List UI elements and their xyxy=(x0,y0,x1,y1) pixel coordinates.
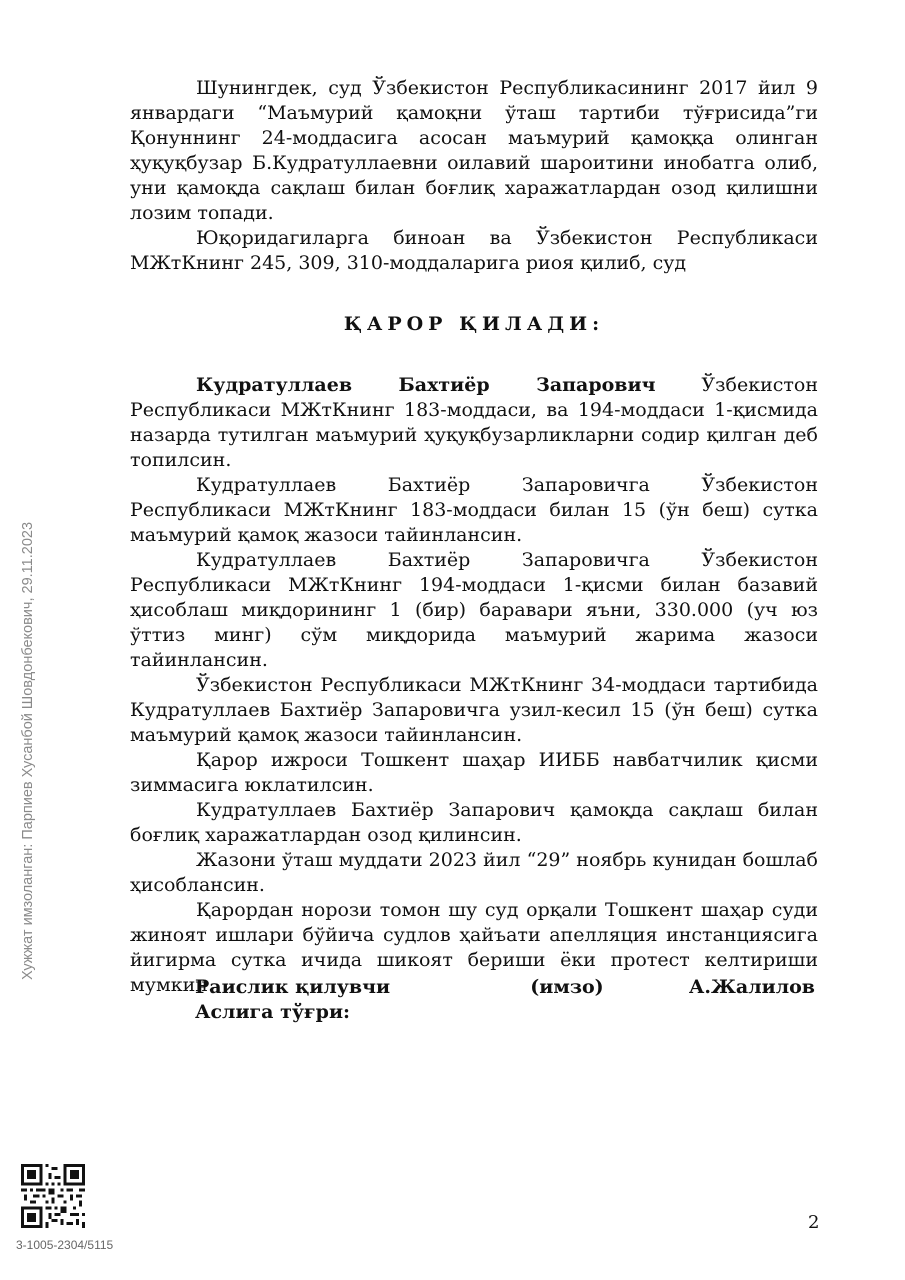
decision-heading: ҚАРОР ҚИЛАДИ: xyxy=(343,313,605,335)
paragraph xyxy=(130,373,818,473)
paragraph: Кудратуллаев Бахтиёр Запаровичга Ўзбекистон Республикаси МЖтКнинг 194-моддаси 1-қисми билан базавий ҳисоблаш миқдорининг 1 (бир) баравари яъни, 330.000 (уч юз ўттиз минг) сўм миқдорида маъмурий жарима жазоси тайинлансин. xyxy=(130,549,818,671)
paragraph: Қарордан норози томон шу суд орқали Тошкент шаҳар суди жиноят ишлари бўйича судлов ҳайъати апелляция инстанциясига йигирма сутка ичида шикоят бериши ёки протест келтириши мумкин. xyxy=(130,899,818,996)
paragraph: Юқоридагиларга биноан ва Ўзбекистон Республикаси МЖтКнинг 245, 309, 310-моддаларига риоя қилиб, суд xyxy=(130,227,818,274)
signer-name: А.Жалилов xyxy=(688,976,815,998)
paragraph: Шунингдек, суд Ўзбекистон Республикасининг 2017 йил 9 январдаги “Маъмурий қамоқни ўташ тартиби тўғрисида”ги Қонуннинг 24-моддасига асосан маъмурий қамоққа олинган ҳуқуқбузар Б.Кудратуллаевни оилавий шароитини инобатга олиб, уни қамоқда сақлаш билан боғлиқ харажатлардан озод қилишни лозим топади. xyxy=(130,77,818,224)
page-number: 2 xyxy=(808,1212,820,1233)
paragraph: Қарор ижроси Тошкент шаҳар ИИББ навбатчилик қисми зиммасига юклатилсин. xyxy=(130,749,818,796)
paragraph: Жазони ўташ муддати 2023 йил “29” ноябрь кунидан бошлаб ҳисоблансин. xyxy=(130,849,818,896)
certified-label: Аслига тўғри: xyxy=(195,1001,351,1023)
document-id: 3-1005-2304/5115 xyxy=(16,1238,114,1252)
signature-mark: (имзо) xyxy=(530,976,604,998)
paragraph: Кудратуллаев Бахтиёр Запарович қамоқда сақлаш билан боғлиқ харажатлардан озод қилинсин. xyxy=(130,799,818,846)
document-body xyxy=(130,76,818,998)
paragraph: Кудратуллаев Бахтиёр Запаровичга Ўзбекистон Республикаси МЖтКнинг 183-моддаси билан 15 (ўн беш) сутка маъмурий қамоқ жазоси тайинлансин. xyxy=(130,474,818,546)
signature-block xyxy=(195,975,815,1025)
signature-role: Раислик қилувчи xyxy=(195,976,391,998)
paragraph-text: Ўзбекистон Республикаси МЖтКнинг 183-моддаси, ва 194-моддаси 1-қисмида назарда тутилган маъмурий ҳуқуқбузарликларни содир қилган деб топилсин. xyxy=(130,374,818,471)
qr-code-icon xyxy=(21,1164,85,1228)
paragraph: Ўзбекистон Республикаси МЖтКнинг 34-моддаси тартибида Кудратуллаев Бахтиёр Запаровичга узил-кесил 15 (ўн беш) сутка маъмурий қамоқ жазоси тайинлансин. xyxy=(130,674,818,746)
signature-side-note: Хужжат имзоланган: Парпиев Хусанбой Шовдонбекович, 29.11.2023 xyxy=(20,521,36,980)
defendant-name: Кудратуллаев Бахтиёр Запарович xyxy=(196,374,656,396)
